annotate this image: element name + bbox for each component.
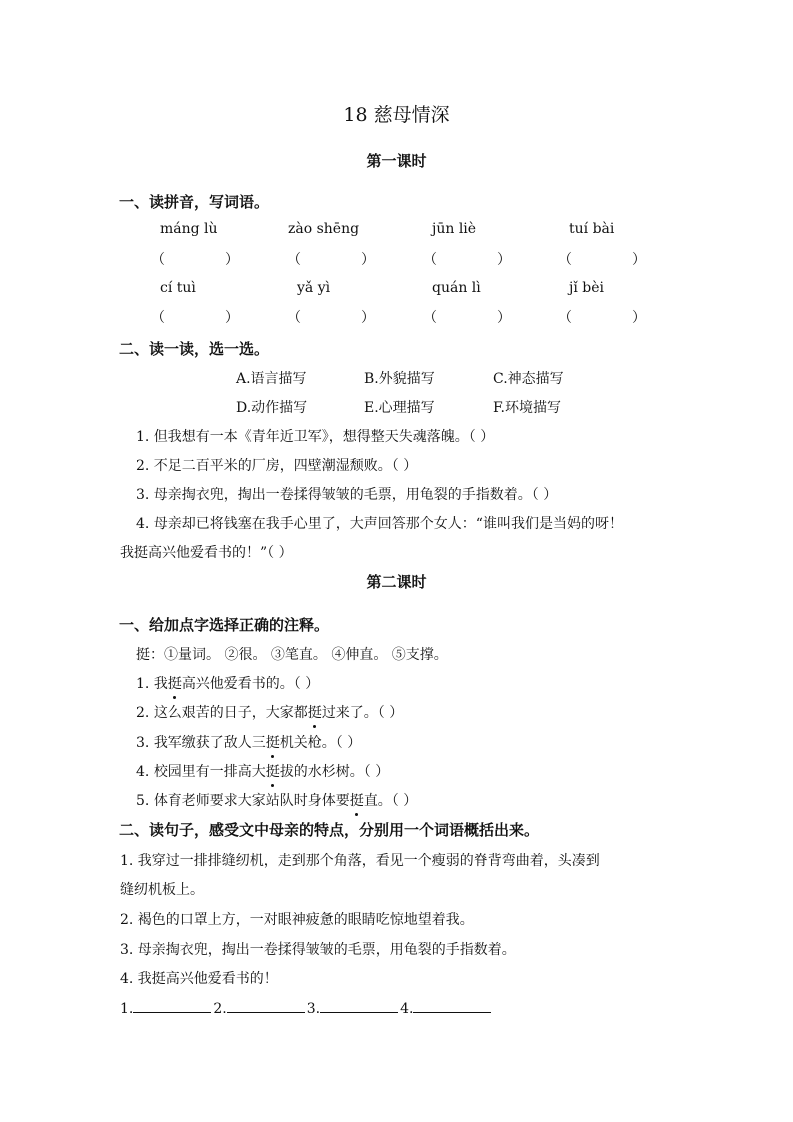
answer-blank-3[interactable] bbox=[320, 998, 398, 1013]
pinyin-8: jǐ bèi bbox=[569, 280, 604, 296]
annotation-item-1: 1. 我挺高兴他爱看书的。（ ） bbox=[136, 673, 319, 693]
option-f: F.环境描写 bbox=[493, 400, 561, 416]
option-b: B.外貌描写 bbox=[364, 371, 435, 387]
answer-paren-5[interactable]: （ ） bbox=[151, 310, 239, 326]
annotation-item-4: 4. 校园里有一排高大挺拔的水杉树。（ ） bbox=[136, 761, 389, 781]
choose-item-2: 2. 不足二百平米的厂房，四壁潮湿颓败。（ ） bbox=[136, 458, 418, 474]
answer-label-3: 3. bbox=[306, 1001, 321, 1017]
pinyin-7: quán lì bbox=[432, 280, 481, 296]
option-d: D.动作描写 bbox=[236, 400, 308, 416]
dotted-char: 挺 bbox=[266, 761, 280, 781]
annotation-item-5: 5. 体育老师要求大家站队时身体要挺直。（ ） bbox=[136, 790, 417, 810]
lesson-1-label: 第一课时 bbox=[366, 152, 427, 170]
answer-paren-7[interactable]: （ ） bbox=[423, 310, 511, 326]
dotted-char: 挺 bbox=[168, 673, 182, 693]
pinyin-1: máng lù bbox=[160, 221, 218, 237]
annotation-item-2: 2. 这么艰苦的日子，大家都挺过来了。（ ） bbox=[136, 702, 403, 722]
option-c: C.神态描写 bbox=[493, 371, 564, 387]
answer-label-4: 4. bbox=[400, 1001, 414, 1017]
answer-label-1: 1. bbox=[120, 1001, 134, 1017]
option-e: E.心理描写 bbox=[364, 400, 435, 416]
sentence-4: 4. 我挺高兴他爱看书的！ bbox=[120, 971, 278, 987]
annotation-item-3: 3. 我军缴获了敌人三挺机关枪。（ ） bbox=[136, 732, 361, 752]
pinyin-4: tuí bài bbox=[569, 221, 615, 237]
pinyin-5: cí tuì bbox=[160, 280, 196, 296]
answer-paren-8[interactable]: （ ） bbox=[558, 310, 646, 326]
section-pinyin-heading: 一、读拼音，写词语。 bbox=[119, 193, 270, 211]
answer-paren-3[interactable]: （ ） bbox=[423, 252, 511, 268]
answer-blanks bbox=[120, 998, 493, 1017]
sentence-3: 3. 母亲掏衣兜，掏出一卷揉得皱皱的毛票，用龟裂的手指数着。 bbox=[120, 942, 516, 958]
sentence-1: 1. 我穿过一排排缝纫机，走到那个角落，看见一个瘦弱的脊背弯曲着，头凑到 bbox=[120, 853, 600, 869]
option-a: A.语言描写 bbox=[236, 371, 307, 387]
choose-item-4-cont: 我挺高兴他爱看书的！”（ ） bbox=[120, 545, 293, 561]
section-choose-heading: 二、读一读，选一选。 bbox=[119, 340, 270, 358]
dotted-char: 挺 bbox=[266, 732, 280, 752]
lesson-2-label: 第二课时 bbox=[366, 573, 427, 591]
choose-item-3: 3. 母亲掏衣兜，掏出一卷揉得皱皱的毛票，用龟裂的手指数着。（ ） bbox=[136, 487, 558, 503]
answer-paren-2[interactable]: （ ） bbox=[287, 252, 375, 268]
choose-item-4: 4. 母亲却已将钱塞在我手心里了，大声回答那个女人：“谁叫我们是当妈的呀！ bbox=[136, 516, 623, 532]
pinyin-2: zào shēng bbox=[288, 221, 360, 237]
sentence-1-cont: 缝纫机板上。 bbox=[120, 882, 204, 898]
page-title: 18 慈母情深 bbox=[343, 104, 450, 126]
pinyin-3: jūn liè bbox=[432, 221, 477, 237]
answer-blank-2[interactable] bbox=[227, 998, 305, 1013]
dotted-char: 挺 bbox=[350, 790, 364, 810]
answer-paren-4[interactable]: （ ） bbox=[558, 252, 646, 268]
answer-label-2: 2. bbox=[213, 1001, 227, 1017]
answer-paren-1[interactable]: （ ） bbox=[151, 252, 239, 268]
section-mother-heading: 二、读句子，感受文中母亲的特点，分别用一个词语概括出来。 bbox=[119, 821, 540, 839]
choose-item-1: 1. 但我想有一本《青年近卫军》，想得整天失魂落魄。（ ） bbox=[136, 429, 495, 445]
pinyin-6: yǎ yì bbox=[297, 280, 331, 296]
answer-blank-1[interactable] bbox=[133, 998, 211, 1013]
answer-paren-6[interactable]: （ ） bbox=[287, 310, 375, 326]
ting-meanings: 挺：①量词。 ②很。 ③笔直。 ④伸直。 ⑤支撑。 bbox=[136, 647, 448, 663]
answer-blank-4[interactable] bbox=[413, 998, 491, 1013]
dotted-char: 挺 bbox=[308, 702, 322, 722]
section-annotation-heading: 一、给加点字选择正确的注释。 bbox=[119, 616, 330, 634]
sentence-2: 2. 褐色的口罩上方，一对眼神疲惫的眼睛吃惊地望着我。 bbox=[120, 912, 474, 928]
